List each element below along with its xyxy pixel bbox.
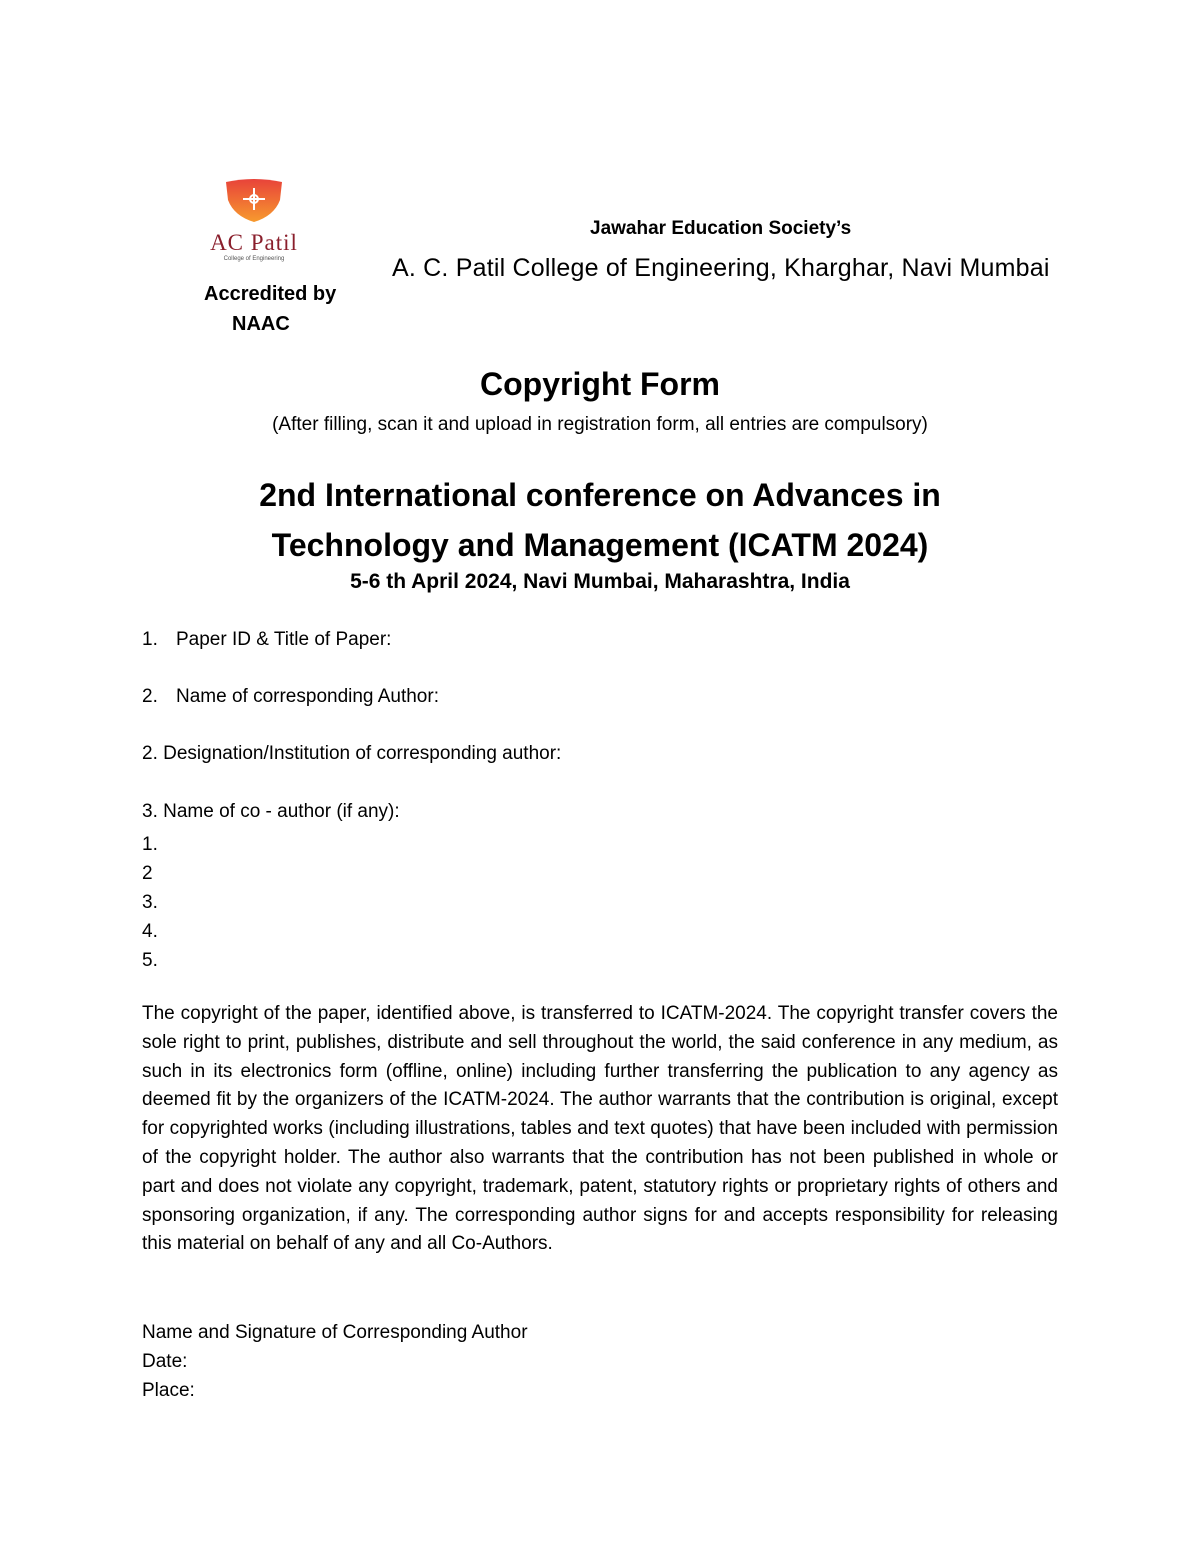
accredited-line2: NAAC bbox=[232, 313, 290, 335]
conference-title-line1: 2nd International conference on Advances in bbox=[259, 477, 941, 513]
field-number: 1. bbox=[142, 629, 158, 650]
copyright-declaration: The copyright of the paper, identified above, is transferred to ICATM-2024. The copyright transfer covers the sole right to print, publishes, distribute and sell throughout the world, the said conference in any medium, as such in its electronics form (offline, online) including further transferring the publication to any agency as deemed fit by the organizers of the ICATM-2024. The author warrants that the contribution is original, except for copyrighted works (including illustrations, tables and text quotes) that have been included with permission of the copyright holder. The author also warrants that the contribution has not been published in whole or part and does not violate any copyright, trademark, patent, statutory rights or proprietary rights of others and sponsoring organization, if any. The corresponding author signs for and accepts responsibility for releasing this material on behalf of any and all Co-Authors. bbox=[142, 1003, 1058, 1255]
coauthor-list bbox=[142, 830, 158, 975]
field-number: 2. bbox=[142, 686, 158, 707]
field-paper-title bbox=[142, 629, 391, 651]
coauthor-item: 1. bbox=[142, 834, 158, 855]
accreditation-label bbox=[204, 279, 344, 339]
coauthor-item: 4. bbox=[142, 921, 158, 942]
date-label: Date: bbox=[142, 1351, 188, 1372]
coauthor-item: 2 bbox=[142, 863, 153, 884]
college-logo bbox=[198, 176, 310, 266]
logo-name: AC Patil bbox=[210, 230, 298, 255]
coauthor-item: 5. bbox=[142, 950, 158, 971]
conference-title bbox=[0, 470, 1200, 570]
signature-label: Name and Signature of Corresponding Author bbox=[142, 1322, 528, 1343]
logo-tagline: College of Engineering bbox=[223, 256, 285, 262]
field-label: Name of corresponding Author: bbox=[176, 686, 439, 707]
form-title: Copyright Form bbox=[480, 366, 720, 402]
form-subtitle: (After filling, scan it and upload in registration form, all entries are compulsory) bbox=[272, 414, 928, 435]
field-coauthors: 3. Name of co - author (if any): bbox=[142, 801, 400, 822]
coauthor-item: 3. bbox=[142, 892, 158, 913]
conference-date-place: 5-6 th April 2024, Navi Mumbai, Maharashtra, India bbox=[350, 570, 850, 593]
field-label: Paper ID & Title of Paper: bbox=[176, 629, 392, 650]
conference-title-line2: Technology and Management (ICATM 2024) bbox=[271, 527, 929, 563]
field-author-name bbox=[142, 686, 439, 708]
signature-block bbox=[142, 1318, 528, 1405]
society-name: Jawahar Education Society’s bbox=[590, 218, 852, 239]
accredited-line1: Accredited by bbox=[204, 283, 337, 305]
college-name: A. C. Patil College of Engineering, Kharghar, Navi Mumbai bbox=[392, 254, 1050, 282]
field-designation: 2. Designation/Institution of corresponding author: bbox=[142, 743, 562, 764]
place-label: Place: bbox=[142, 1380, 195, 1401]
